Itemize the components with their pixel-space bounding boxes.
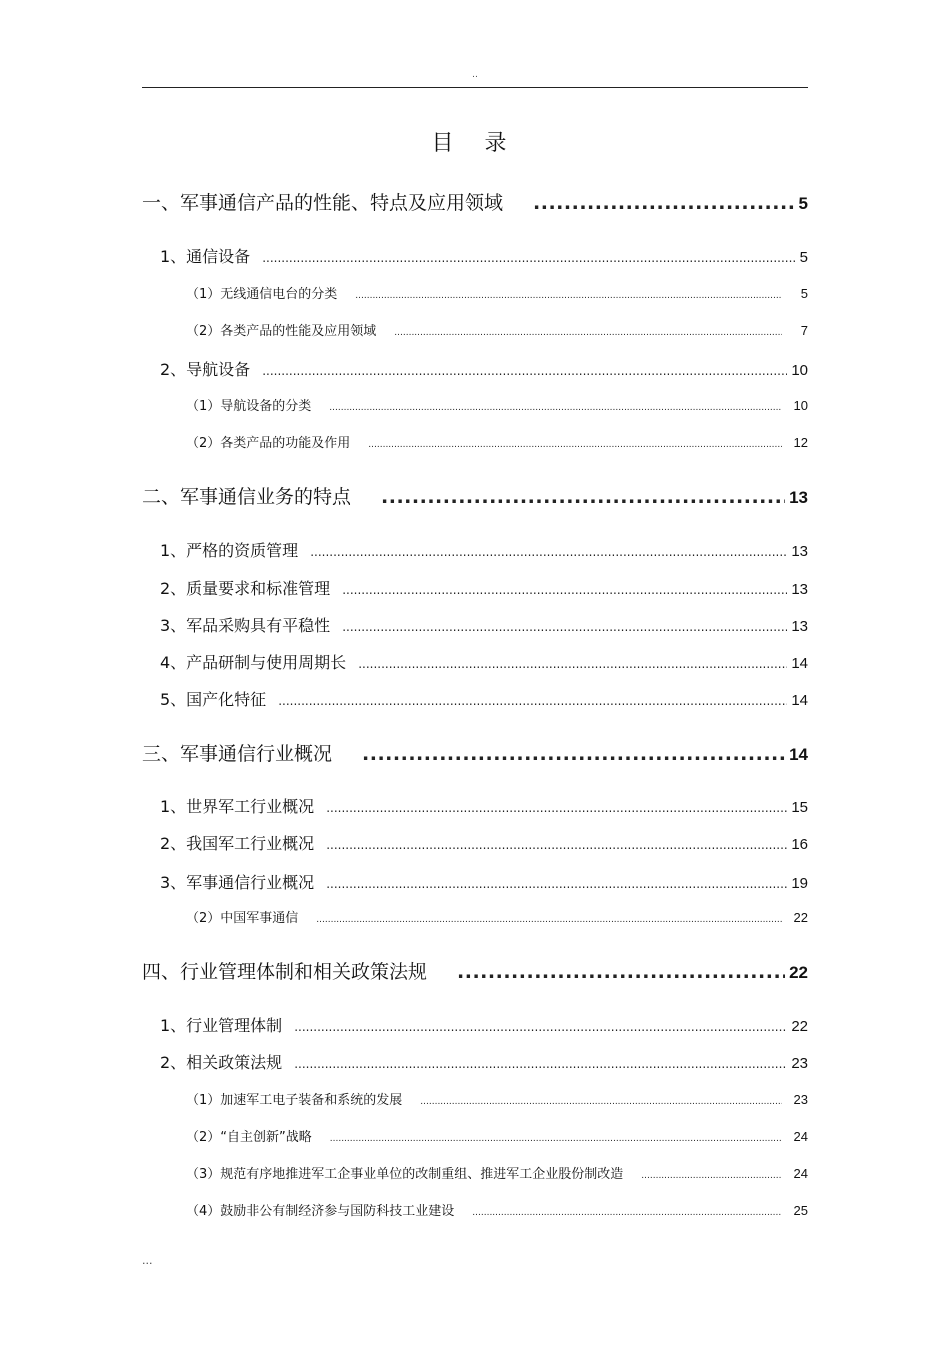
toc-leader-dots [262,364,787,378]
toc-entry-label: 二、军事通信业务的特点 [142,486,352,508]
toc-entry-label: 2、质量要求和标准管理 [160,579,331,598]
toc-leader-dots [326,838,787,852]
toc-entry-label: 1、严格的资质管理 [160,541,299,560]
toc-entry-page: 13 [791,581,808,598]
toc-entry-page: 12 [793,435,808,450]
toc-entry-label: 1、行业管理体制 [160,1016,283,1035]
toc-entry-label: （2）“自主创新”战略 [186,1130,312,1145]
toc-entry-label: （2）各类产品的功能及作用 [186,436,351,451]
toc-entry-label: 5、国产化特征 [160,690,267,709]
header-mark: .. [472,70,478,80]
toc-entry[interactable] [142,739,808,766]
toc-entry-page: 19 [791,875,808,892]
toc-entry[interactable] [186,432,808,451]
toc-entry[interactable] [186,283,808,302]
toc-leader-dots [394,328,782,338]
toc-entry[interactable] [160,687,808,710]
toc-leader-dots [294,1020,787,1034]
footer-mark: ... [142,1254,153,1267]
toc-entry-page: 14 [791,692,808,709]
toc-leader-dots [329,403,782,413]
toc-entry-label: （1）无线通信电台的分类 [186,287,338,302]
toc-entry-label: 3、军事通信行业概况 [160,873,315,892]
toc-leader-dots [310,545,787,559]
toc-leader-dots [262,251,795,265]
toc-entry[interactable] [160,650,808,673]
toc-entry-page: 14 [789,745,808,764]
toc-entry[interactable] [186,907,808,926]
toc-entry-page: 25 [793,1203,808,1218]
toc-entry-page: 7 [800,323,808,338]
toc-entry-page: 22 [793,910,808,925]
toc-entry-page: 5 [799,249,808,266]
toc-entry-page: 15 [791,799,808,816]
toc-leader-dots [278,694,787,708]
toc-entry-label: （1）导航设备的分类 [186,399,312,414]
toc-entry[interactable] [186,1126,808,1145]
toc-leader-dots [342,583,787,597]
toc-entry-label: 1、世界军工行业概况 [160,797,315,816]
toc-entry-page: 5 [798,194,808,213]
toc-entry-page: 13 [791,618,808,635]
toc-leader-dots [533,192,795,214]
toc-entry-label: （2）中国军事通信 [186,911,299,926]
toc-entry-page: 24 [793,1166,808,1181]
toc-entry-label: （3）规范有序地推进军工企事业单位的改制重组、推进军工企业股份制改造 [186,1167,624,1182]
toc-entry[interactable] [160,357,808,380]
toc-entry[interactable] [160,244,808,267]
toc-entry-page: 14 [791,655,808,672]
toc-entry-label: 一、军事通信产品的性能、特点及应用领域 [142,192,504,214]
toc-entry[interactable] [160,576,808,599]
toc-entry-label: 2、相关政策法规 [160,1053,283,1072]
toc-entry-page: 23 [791,1055,808,1072]
toc-entry-page: 24 [793,1129,808,1144]
toc-entry[interactable] [186,395,808,414]
toc-entry[interactable] [160,831,808,854]
toc-leader-dots [355,291,782,301]
toc-leader-dots [342,620,787,634]
toc-entry-page: 13 [789,488,808,507]
toc-entry-label: 2、导航设备 [160,360,251,379]
toc-leader-dots [316,915,782,925]
toc-leader-dots [362,743,785,765]
toc-leader-dots [326,877,787,891]
header-divider [142,87,808,88]
toc-entry[interactable] [160,1013,808,1036]
toc-entry[interactable] [186,1089,808,1108]
toc-entry[interactable] [186,1200,808,1219]
toc-leader-dots [381,486,785,508]
toc-entry-label: （4）鼓励非公有制经济参与国防科技工业建设 [186,1204,455,1219]
toc-entry[interactable] [160,870,808,893]
toc-entry[interactable] [160,613,808,636]
toc-entry[interactable] [160,794,808,817]
toc-entry-page: 10 [793,398,808,413]
toc-entry-page: 10 [791,362,808,379]
toc-entry[interactable] [160,538,808,561]
toc-entry-page: 5 [800,286,808,301]
toc-entry-label: 3、军品采购具有平稳性 [160,616,331,635]
toc-entry-page: 22 [789,963,808,982]
toc-entry[interactable] [186,320,808,339]
toc-leader-dots [368,440,782,450]
toc-entry-page: 22 [791,1018,808,1035]
toc-entry-page: 13 [791,543,808,560]
toc-entry-label: 1、通信设备 [160,247,251,266]
toc-entry[interactable] [160,1050,808,1073]
toc-entry-label: （1）加速军工电子装备和系统的发展 [186,1093,403,1108]
toc-leader-dots [358,657,787,671]
toc-entry[interactable] [142,957,808,984]
toc-leader-dots [472,1208,782,1218]
toc-entry-label: （2）各类产品的性能及应用领域 [186,324,377,339]
toc-leader-dots [457,961,785,983]
toc-leader-dots [420,1097,782,1107]
toc-leader-dots [294,1057,787,1071]
toc-entry[interactable] [142,482,808,509]
toc-entry[interactable] [186,1163,808,1182]
toc-entry-page: 23 [793,1092,808,1107]
toc-leader-dots [330,1134,782,1144]
toc-leader-dots [326,801,787,815]
toc-entry-label: 4、产品研制与使用周期长 [160,653,347,672]
toc-leader-dots [641,1171,782,1181]
toc-entry-label: 四、行业管理体制和相关政策法规 [142,961,428,983]
toc-entry-label: 三、军事通信行业概况 [142,743,333,765]
page-title: 目 录 [431,131,519,156]
toc-entry[interactable] [142,188,808,215]
toc-entry-label: 2、我国军工行业概况 [160,834,315,853]
toc-entry-page: 16 [791,836,808,853]
